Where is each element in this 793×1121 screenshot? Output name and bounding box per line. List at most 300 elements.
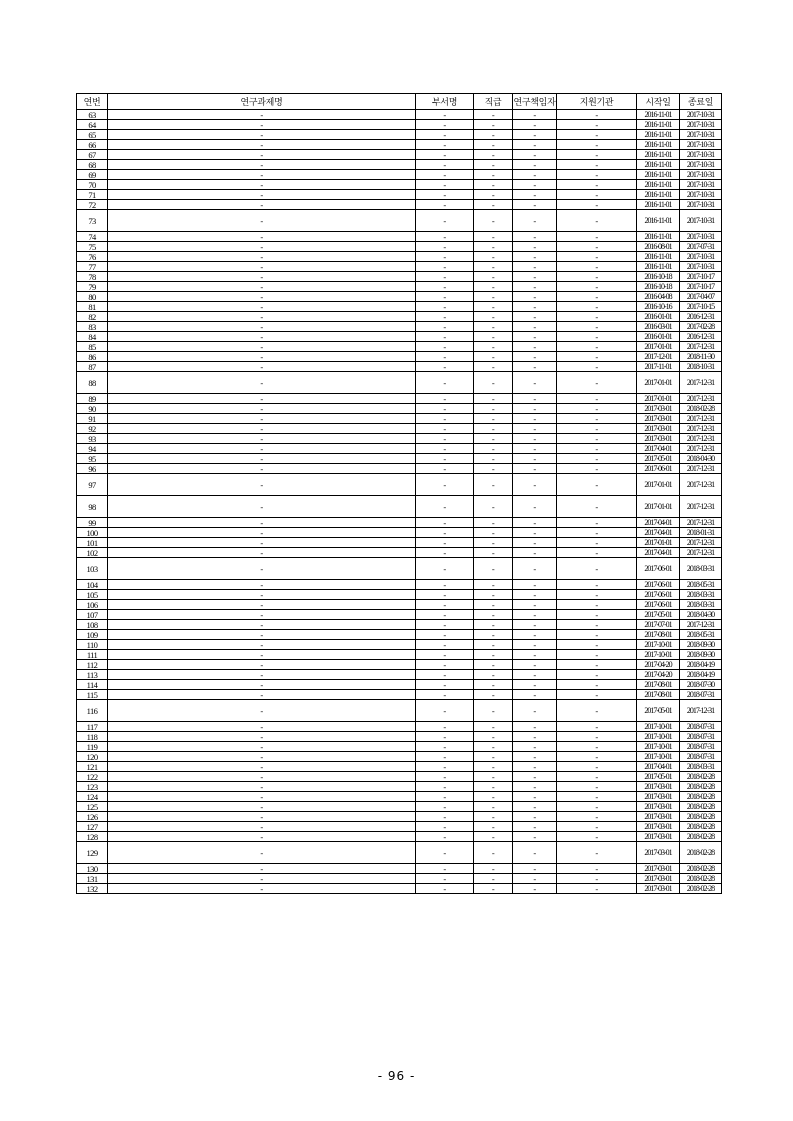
end-date-cell: 2017-12-31 (680, 496, 722, 518)
end-date-cell: 2017-12-31 (680, 474, 722, 496)
principal-investigator-cell: - (513, 874, 557, 884)
end-date-cell: 2018-04-19 (680, 660, 722, 670)
start-date-cell: 2017-04-01 (637, 528, 680, 538)
table-row (77, 538, 722, 548)
table-row (77, 782, 722, 792)
rank-cell: - (474, 884, 513, 894)
rank-cell: - (474, 312, 513, 322)
department-cell: - (416, 742, 474, 752)
start-date-cell: 2017-03-01 (637, 832, 680, 842)
table-row (77, 700, 722, 722)
project-title-cell: - (108, 190, 416, 200)
project-title-cell: - (108, 610, 416, 620)
principal-investigator-cell: - (513, 864, 557, 874)
department-cell: - (416, 312, 474, 322)
department-cell: - (416, 282, 474, 292)
principal-investigator-cell: - (513, 160, 557, 170)
row-number-cell: 102 (77, 548, 108, 558)
rank-cell: - (474, 404, 513, 414)
start-date-cell: 2017-10-01 (637, 650, 680, 660)
table-row (77, 262, 722, 272)
end-date-cell: 2017-10-31 (680, 120, 722, 130)
department-cell: - (416, 372, 474, 394)
table-row (77, 680, 722, 690)
department-cell: - (416, 454, 474, 464)
funding-agency-cell: - (557, 394, 637, 404)
rank-cell: - (474, 140, 513, 150)
department-cell: - (416, 660, 474, 670)
table-row (77, 322, 722, 332)
principal-investigator-cell: - (513, 180, 557, 190)
project-title-cell: - (108, 528, 416, 538)
end-date-cell: 2018-02-28 (680, 404, 722, 414)
row-number-cell: 120 (77, 752, 108, 762)
end-date-cell: 2017-10-31 (680, 160, 722, 170)
header-principal-investigator: 연구책임자 (513, 94, 557, 110)
project-title-cell: - (108, 762, 416, 772)
start-date-cell: 2017-03-01 (637, 404, 680, 414)
principal-investigator-cell: - (513, 600, 557, 610)
end-date-cell: 2017-10-31 (680, 180, 722, 190)
end-date-cell: 2017-12-31 (680, 700, 722, 722)
end-date-cell: 2017-12-31 (680, 518, 722, 528)
principal-investigator-cell: - (513, 752, 557, 762)
end-date-cell: 2017-12-31 (680, 424, 722, 434)
table-row (77, 444, 722, 454)
rank-cell: - (474, 170, 513, 180)
table-row (77, 590, 722, 600)
row-number-cell: 88 (77, 372, 108, 394)
table-row (77, 792, 722, 802)
project-title-cell: - (108, 640, 416, 650)
end-date-cell: 2018-02-28 (680, 822, 722, 832)
funding-agency-cell: - (557, 140, 637, 150)
rank-cell: - (474, 690, 513, 700)
department-cell: - (416, 200, 474, 210)
header-row (77, 94, 722, 110)
table-row (77, 722, 722, 732)
table-row (77, 170, 722, 180)
end-date-cell: 2018-03-31 (680, 590, 722, 600)
rank-cell: - (474, 558, 513, 580)
funding-agency-cell: - (557, 772, 637, 782)
project-title-cell: - (108, 874, 416, 884)
principal-investigator-cell: - (513, 822, 557, 832)
row-number-cell: 95 (77, 454, 108, 464)
end-date-cell: 2017-12-31 (680, 434, 722, 444)
department-cell: - (416, 120, 474, 130)
rank-cell: - (474, 782, 513, 792)
start-date-cell: 2016-11-01 (637, 170, 680, 180)
funding-agency-cell: - (557, 590, 637, 600)
rank-cell: - (474, 812, 513, 822)
end-date-cell: 2017-12-31 (680, 444, 722, 454)
project-title-cell: - (108, 518, 416, 528)
table-row (77, 372, 722, 394)
end-date-cell: 2017-12-31 (680, 342, 722, 352)
rank-cell: - (474, 742, 513, 752)
row-number-cell: 99 (77, 518, 108, 528)
row-number-cell: 126 (77, 812, 108, 822)
funding-agency-cell: - (557, 538, 637, 548)
start-date-cell: 2017-01-01 (637, 496, 680, 518)
table-row (77, 190, 722, 200)
funding-agency-cell: - (557, 782, 637, 792)
start-date-cell: 2016-11-01 (637, 140, 680, 150)
row-number-cell: 75 (77, 242, 108, 252)
start-date-cell: 2016-11-01 (637, 180, 680, 190)
row-number-cell: 132 (77, 884, 108, 894)
start-date-cell: 2016-04-08 (637, 292, 680, 302)
department-cell: - (416, 620, 474, 630)
table-row (77, 180, 722, 190)
end-date-cell: 2017-10-31 (680, 140, 722, 150)
principal-investigator-cell: - (513, 302, 557, 312)
table-row (77, 120, 722, 130)
funding-agency-cell: - (557, 242, 637, 252)
principal-investigator-cell: - (513, 130, 557, 140)
project-title-cell: - (108, 842, 416, 864)
end-date-cell: 2017-12-31 (680, 464, 722, 474)
principal-investigator-cell: - (513, 332, 557, 342)
end-date-cell: 2017-10-15 (680, 302, 722, 312)
principal-investigator-cell: - (513, 842, 557, 864)
row-number-cell: 123 (77, 782, 108, 792)
rank-cell: - (474, 670, 513, 680)
end-date-cell: 2018-03-31 (680, 600, 722, 610)
principal-investigator-cell: - (513, 630, 557, 640)
funding-agency-cell: - (557, 762, 637, 772)
table-row (77, 474, 722, 496)
principal-investigator-cell: - (513, 650, 557, 660)
end-date-cell: 2017-10-17 (680, 282, 722, 292)
table-row (77, 884, 722, 894)
rank-cell: - (474, 580, 513, 590)
start-date-cell: 2016-11-01 (637, 130, 680, 140)
funding-agency-cell: - (557, 558, 637, 580)
department-cell: - (416, 150, 474, 160)
project-title-cell: - (108, 352, 416, 362)
principal-investigator-cell: - (513, 242, 557, 252)
project-title-cell: - (108, 464, 416, 474)
start-date-cell: 2017-05-01 (637, 454, 680, 464)
principal-investigator-cell: - (513, 414, 557, 424)
project-title-cell: - (108, 414, 416, 424)
department-cell: - (416, 782, 474, 792)
start-date-cell: 2017-01-01 (637, 538, 680, 548)
row-number-cell: 107 (77, 610, 108, 620)
end-date-cell: 2017-10-31 (680, 252, 722, 262)
row-number-cell: 68 (77, 160, 108, 170)
funding-agency-cell: - (557, 434, 637, 444)
project-title-cell: - (108, 548, 416, 558)
project-title-cell: - (108, 690, 416, 700)
end-date-cell: 2018-02-28 (680, 802, 722, 812)
end-date-cell: 2017-10-31 (680, 210, 722, 232)
start-date-cell: 2017-10-01 (637, 742, 680, 752)
table-row (77, 496, 722, 518)
row-number-cell: 64 (77, 120, 108, 130)
start-date-cell: 2017-08-01 (637, 690, 680, 700)
end-date-cell: 2017-12-31 (680, 394, 722, 404)
table-row (77, 282, 722, 292)
department-cell: - (416, 232, 474, 242)
department-cell: - (416, 262, 474, 272)
department-cell: - (416, 130, 474, 140)
principal-investigator-cell: - (513, 518, 557, 528)
funding-agency-cell: - (557, 660, 637, 670)
department-cell: - (416, 874, 474, 884)
department-cell: - (416, 842, 474, 864)
table-row (77, 802, 722, 812)
rank-cell: - (474, 464, 513, 474)
department-cell: - (416, 496, 474, 518)
principal-investigator-cell: - (513, 620, 557, 630)
row-number-cell: 90 (77, 404, 108, 414)
row-number-cell: 119 (77, 742, 108, 752)
principal-investigator-cell: - (513, 170, 557, 180)
project-title-cell: - (108, 362, 416, 372)
department-cell: - (416, 272, 474, 282)
start-date-cell: 2016-11-01 (637, 232, 680, 242)
department-cell: - (416, 424, 474, 434)
principal-investigator-cell: - (513, 792, 557, 802)
end-date-cell: 2018-05-31 (680, 630, 722, 640)
end-date-cell: 2018-05-31 (680, 580, 722, 590)
department-cell: - (416, 170, 474, 180)
header-project-title: 연구과제명 (108, 94, 416, 110)
principal-investigator-cell: - (513, 352, 557, 362)
principal-investigator-cell: - (513, 474, 557, 496)
rank-cell: - (474, 762, 513, 772)
department-cell: - (416, 600, 474, 610)
rank-cell: - (474, 322, 513, 332)
table-row (77, 424, 722, 434)
department-cell: - (416, 822, 474, 832)
start-date-cell: 2017-03-01 (637, 802, 680, 812)
end-date-cell: 2018-07-31 (680, 732, 722, 742)
row-number-cell: 78 (77, 272, 108, 282)
row-number-cell: 117 (77, 722, 108, 732)
row-number-cell: 81 (77, 302, 108, 312)
project-title-cell: - (108, 140, 416, 150)
funding-agency-cell: - (557, 792, 637, 802)
end-date-cell: 2017-02-28 (680, 322, 722, 332)
table-row (77, 130, 722, 140)
row-number-cell: 96 (77, 464, 108, 474)
project-title-cell: - (108, 302, 416, 312)
department-cell: - (416, 670, 474, 680)
table-row (77, 332, 722, 342)
table-row (77, 580, 722, 590)
funding-agency-cell: - (557, 150, 637, 160)
funding-agency-cell: - (557, 620, 637, 630)
end-date-cell: 2018-04-19 (680, 670, 722, 680)
principal-investigator-cell: - (513, 640, 557, 650)
start-date-cell: 2017-03-01 (637, 874, 680, 884)
start-date-cell: 2016-10-18 (637, 282, 680, 292)
row-number-cell: 97 (77, 474, 108, 496)
rank-cell: - (474, 700, 513, 722)
funding-agency-cell: - (557, 312, 637, 322)
start-date-cell: 2017-01-01 (637, 394, 680, 404)
table-row (77, 600, 722, 610)
row-number-cell: 130 (77, 864, 108, 874)
principal-investigator-cell: - (513, 812, 557, 822)
rank-cell: - (474, 252, 513, 262)
table-row (77, 394, 722, 404)
rank-cell: - (474, 292, 513, 302)
funding-agency-cell: - (557, 630, 637, 640)
table-row (77, 822, 722, 832)
principal-investigator-cell: - (513, 120, 557, 130)
funding-agency-cell: - (557, 884, 637, 894)
row-number-cell: 79 (77, 282, 108, 292)
funding-agency-cell: - (557, 362, 637, 372)
department-cell: - (416, 394, 474, 404)
rank-cell: - (474, 802, 513, 812)
table-row (77, 242, 722, 252)
page-number: - 96 - (377, 1069, 416, 1083)
table-row (77, 864, 722, 874)
department-cell: - (416, 802, 474, 812)
end-date-cell: 2017-10-31 (680, 190, 722, 200)
principal-investigator-cell: - (513, 444, 557, 454)
principal-investigator-cell: - (513, 262, 557, 272)
principal-investigator-cell: - (513, 782, 557, 792)
start-date-cell: 2016-11-01 (637, 252, 680, 262)
table-row (77, 362, 722, 372)
row-number-cell: 67 (77, 150, 108, 160)
department-cell: - (416, 518, 474, 528)
start-date-cell: 2017-06-01 (637, 590, 680, 600)
project-title-cell: - (108, 732, 416, 742)
start-date-cell: 2017-03-01 (637, 782, 680, 792)
funding-agency-cell: - (557, 640, 637, 650)
start-date-cell: 2017-05-01 (637, 772, 680, 782)
start-date-cell: 2017-01-01 (637, 342, 680, 352)
funding-agency-cell: - (557, 454, 637, 464)
project-title-cell: - (108, 558, 416, 580)
funding-agency-cell: - (557, 700, 637, 722)
project-title-cell: - (108, 650, 416, 660)
end-date-cell: 2018-04-30 (680, 610, 722, 620)
row-number-cell: 76 (77, 252, 108, 262)
project-title-cell: - (108, 792, 416, 802)
rank-cell: - (474, 630, 513, 640)
funding-agency-cell: - (557, 464, 637, 474)
project-title-cell: - (108, 680, 416, 690)
funding-agency-cell: - (557, 444, 637, 454)
table-row (77, 414, 722, 424)
start-date-cell: 2016-11-01 (637, 110, 680, 120)
principal-investigator-cell: - (513, 496, 557, 518)
funding-agency-cell: - (557, 292, 637, 302)
principal-investigator-cell: - (513, 528, 557, 538)
funding-agency-cell: - (557, 864, 637, 874)
row-number-cell: 110 (77, 640, 108, 650)
department-cell: - (416, 362, 474, 372)
rank-cell: - (474, 424, 513, 434)
principal-investigator-cell: - (513, 342, 557, 352)
project-title-cell: - (108, 262, 416, 272)
start-date-cell: 2017-06-01 (637, 464, 680, 474)
principal-investigator-cell: - (513, 372, 557, 394)
funding-agency-cell: - (557, 580, 637, 590)
research-projects-table (76, 93, 722, 894)
table-row (77, 292, 722, 302)
end-date-cell: 2017-10-31 (680, 110, 722, 120)
project-title-cell: - (108, 700, 416, 722)
principal-investigator-cell: - (513, 690, 557, 700)
project-title-cell: - (108, 332, 416, 342)
rank-cell: - (474, 210, 513, 232)
start-date-cell: 2017-10-01 (637, 722, 680, 732)
table-row (77, 210, 722, 232)
project-title-cell: - (108, 772, 416, 782)
department-cell: - (416, 322, 474, 332)
funding-agency-cell: - (557, 822, 637, 832)
row-number-cell: 101 (77, 538, 108, 548)
end-date-cell: 2017-10-17 (680, 272, 722, 282)
row-number-cell: 103 (77, 558, 108, 580)
table-row (77, 160, 722, 170)
table-row (77, 150, 722, 160)
project-title-cell: - (108, 600, 416, 610)
start-date-cell: 2016-11-01 (637, 262, 680, 272)
rank-cell: - (474, 302, 513, 312)
table-row (77, 640, 722, 650)
project-title-cell: - (108, 832, 416, 842)
end-date-cell: 2018-03-31 (680, 762, 722, 772)
principal-investigator-cell: - (513, 722, 557, 732)
row-number-cell: 108 (77, 620, 108, 630)
table-row (77, 434, 722, 444)
header-no: 연번 (77, 94, 108, 110)
department-cell: - (416, 444, 474, 454)
department-cell: - (416, 772, 474, 782)
funding-agency-cell: - (557, 352, 637, 362)
principal-investigator-cell: - (513, 700, 557, 722)
department-cell: - (416, 160, 474, 170)
rank-cell: - (474, 434, 513, 444)
start-date-cell: 2017-03-01 (637, 414, 680, 424)
start-date-cell: 2017-04-01 (637, 444, 680, 454)
rank-cell: - (474, 772, 513, 782)
table-row (77, 110, 722, 120)
start-date-cell: 2017-11-01 (637, 362, 680, 372)
row-number-cell: 86 (77, 352, 108, 362)
rank-cell: - (474, 590, 513, 600)
department-cell: - (416, 474, 474, 496)
table-row (77, 312, 722, 322)
start-date-cell: 2017-05-01 (637, 700, 680, 722)
row-number-cell: 106 (77, 600, 108, 610)
row-number-cell: 85 (77, 342, 108, 352)
row-number-cell: 128 (77, 832, 108, 842)
funding-agency-cell: - (557, 832, 637, 842)
start-date-cell: 2017-10-01 (637, 752, 680, 762)
funding-agency-cell: - (557, 600, 637, 610)
funding-agency-cell: - (557, 372, 637, 394)
funding-agency-cell: - (557, 690, 637, 700)
funding-agency-cell: - (557, 252, 637, 262)
rank-cell: - (474, 660, 513, 670)
funding-agency-cell: - (557, 130, 637, 140)
start-date-cell: 2017-04-20 (637, 670, 680, 680)
row-number-cell: 66 (77, 140, 108, 150)
funding-agency-cell: - (557, 610, 637, 620)
